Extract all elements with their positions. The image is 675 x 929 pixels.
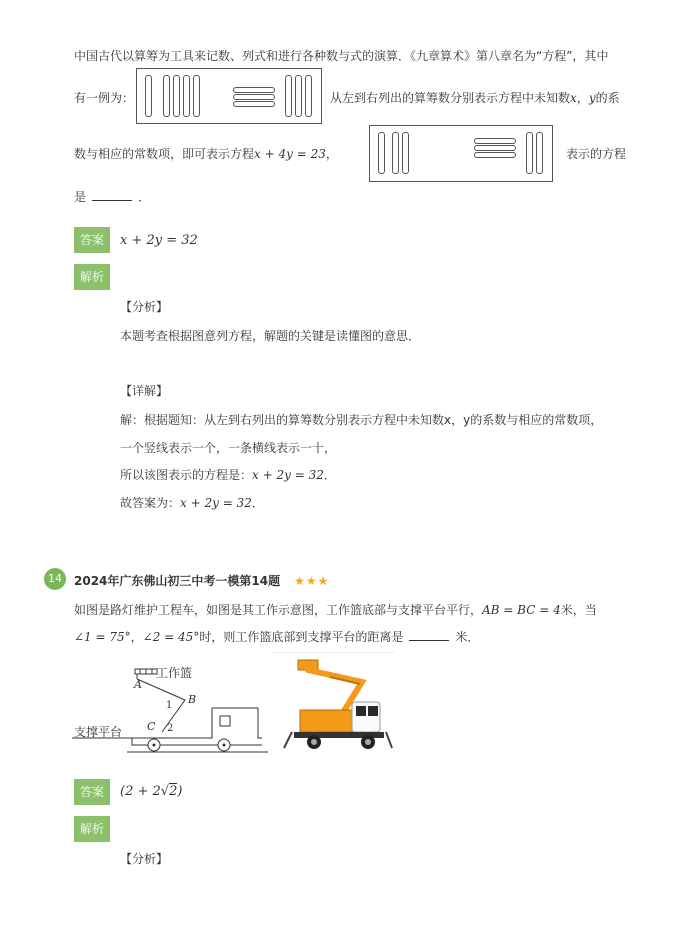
label-angle-2: 2 [167,723,174,734]
counting-rods-figure-1 [136,68,322,124]
q13-line4 [74,188,150,205]
fenxi-heading: 【分析】 [120,852,169,866]
xiangjie-line2: 一个竖线表示一个，一条横线表示一十， [120,441,337,455]
answer-blank [92,190,132,201]
q13-line2-suffix [330,89,620,106]
vertical-rod [402,132,409,174]
xiangjie-line4 [120,494,264,511]
xj4-text: 故答案为： [120,496,181,510]
label-platform: 支撑平台 [74,725,123,739]
q13-line4-end: ． [138,190,151,204]
xiangjie-heading: 【详解】 [120,384,169,398]
q13-line1: 中国古代以算筹为工具来记数、列式和进行各种数与式的演算．《九章算术》第八章名为“方程”，其中 [74,49,609,63]
q14-line1 [74,601,597,618]
truck-photo [270,652,395,757]
answer-close: ) [177,784,183,799]
q14-line2-text: 时，则工作篮底部到支撑平台的距离是 [199,630,404,644]
analysis-tag: 解析 [74,816,110,842]
comma: ， [325,147,338,161]
difficulty-stars-icon: ★★★ [294,574,330,588]
q14-answer [120,784,182,799]
q13-answer: x + 2y = 32 [120,233,198,248]
sep: ， [576,91,589,105]
horizontal-rod [233,101,275,107]
boom-arms [137,679,185,732]
q14-line2 [74,628,479,645]
horizontal-rod [233,87,275,93]
horizontal-rod [474,152,516,158]
xj3-equation: x + 2y = 32 [252,468,324,482]
q13-line2-prefix: 有一例为： [74,91,135,105]
label-C: C [147,720,156,733]
q14-line2-end: 米． [455,630,480,644]
fenxi-text: 本题考查根据图意列方程，解题的关键是读懂图的意思． [120,329,421,343]
var-y: y [588,91,596,105]
answer-radicand: 2 [169,784,178,799]
q13-line3-text: 数与相应的常数项，即可表示方程 [74,147,255,161]
xiangjie-line3 [120,466,336,483]
q13-line4-text: 是 [74,190,87,204]
answer-open: (2 + 2 [120,784,161,799]
fenxi-heading: 【分析】 [120,300,169,314]
vertical-rod [145,75,152,117]
analysis-tag: 解析 [74,264,110,290]
xj3-end: ． [323,468,336,482]
vertical-rod [305,75,312,117]
horizontal-rod [474,138,516,144]
vertical-rod [173,75,180,117]
vertical-rod [378,132,385,174]
label-angle-1: 1 [166,700,173,711]
angle2-value: ∠2 = 45° [142,630,200,644]
q13-line2-text: 从左到右列出的算筹数分别表示方程中未知数 [330,91,571,105]
equation-ab-bc: AB = BC = 4 [482,603,561,617]
answer-tag: 答案 [74,779,110,805]
truck-window [220,716,230,726]
vertical-rod [285,75,292,117]
vertical-rod [536,132,543,174]
q13-line3-prefix [74,145,338,162]
q14-line1-text: 如图是路灯维护工程车，如图是其工作示意图，工作篮底部与支撑平台平行， [74,603,483,617]
sep: ， [130,630,143,644]
sqrt-icon: √ [160,784,170,799]
label-basket: 工作篮 [156,666,193,680]
question-title-text: 2024年广东佛山初三中考一模第14题 [74,574,281,588]
equation-x4y23: x + 4y = 23 [254,147,326,161]
vertical-rod [183,75,190,117]
xj3-text: 所以该图表示的方程是： [120,468,253,482]
q13-line3-suffix: 表示的方程 [566,147,627,161]
vertical-rod [295,75,302,117]
question-title [74,572,329,589]
answer-blank [409,630,449,641]
counting-rods-figure-2 [369,125,553,182]
question-number-badge: 14 [44,568,66,590]
label-A: A [134,678,142,691]
xj4-end: ． [251,496,264,510]
label-B: B [188,693,197,706]
answer-tag: 答案 [74,227,110,253]
xj4-equation: x + 2y = 32 [180,496,252,510]
vertical-rod [163,75,170,117]
vertical-rod [526,132,533,174]
q13-line2-tail: 的系 [595,91,620,105]
horizontal-rod [474,145,516,151]
q14-line1-end: 米，当 [560,603,597,617]
xiangjie-line1: 解：根据题知：从左到右列出的算筹数分别表示方程中未知数x，y的系数与相应的常数项， [120,413,603,427]
vertical-rod [193,75,200,117]
horizontal-rod [233,94,275,100]
var-x: x [570,91,577,105]
work-diagram [72,660,272,755]
vertical-rod [392,132,399,174]
angle1-value: ∠1 = 75° [74,630,131,644]
